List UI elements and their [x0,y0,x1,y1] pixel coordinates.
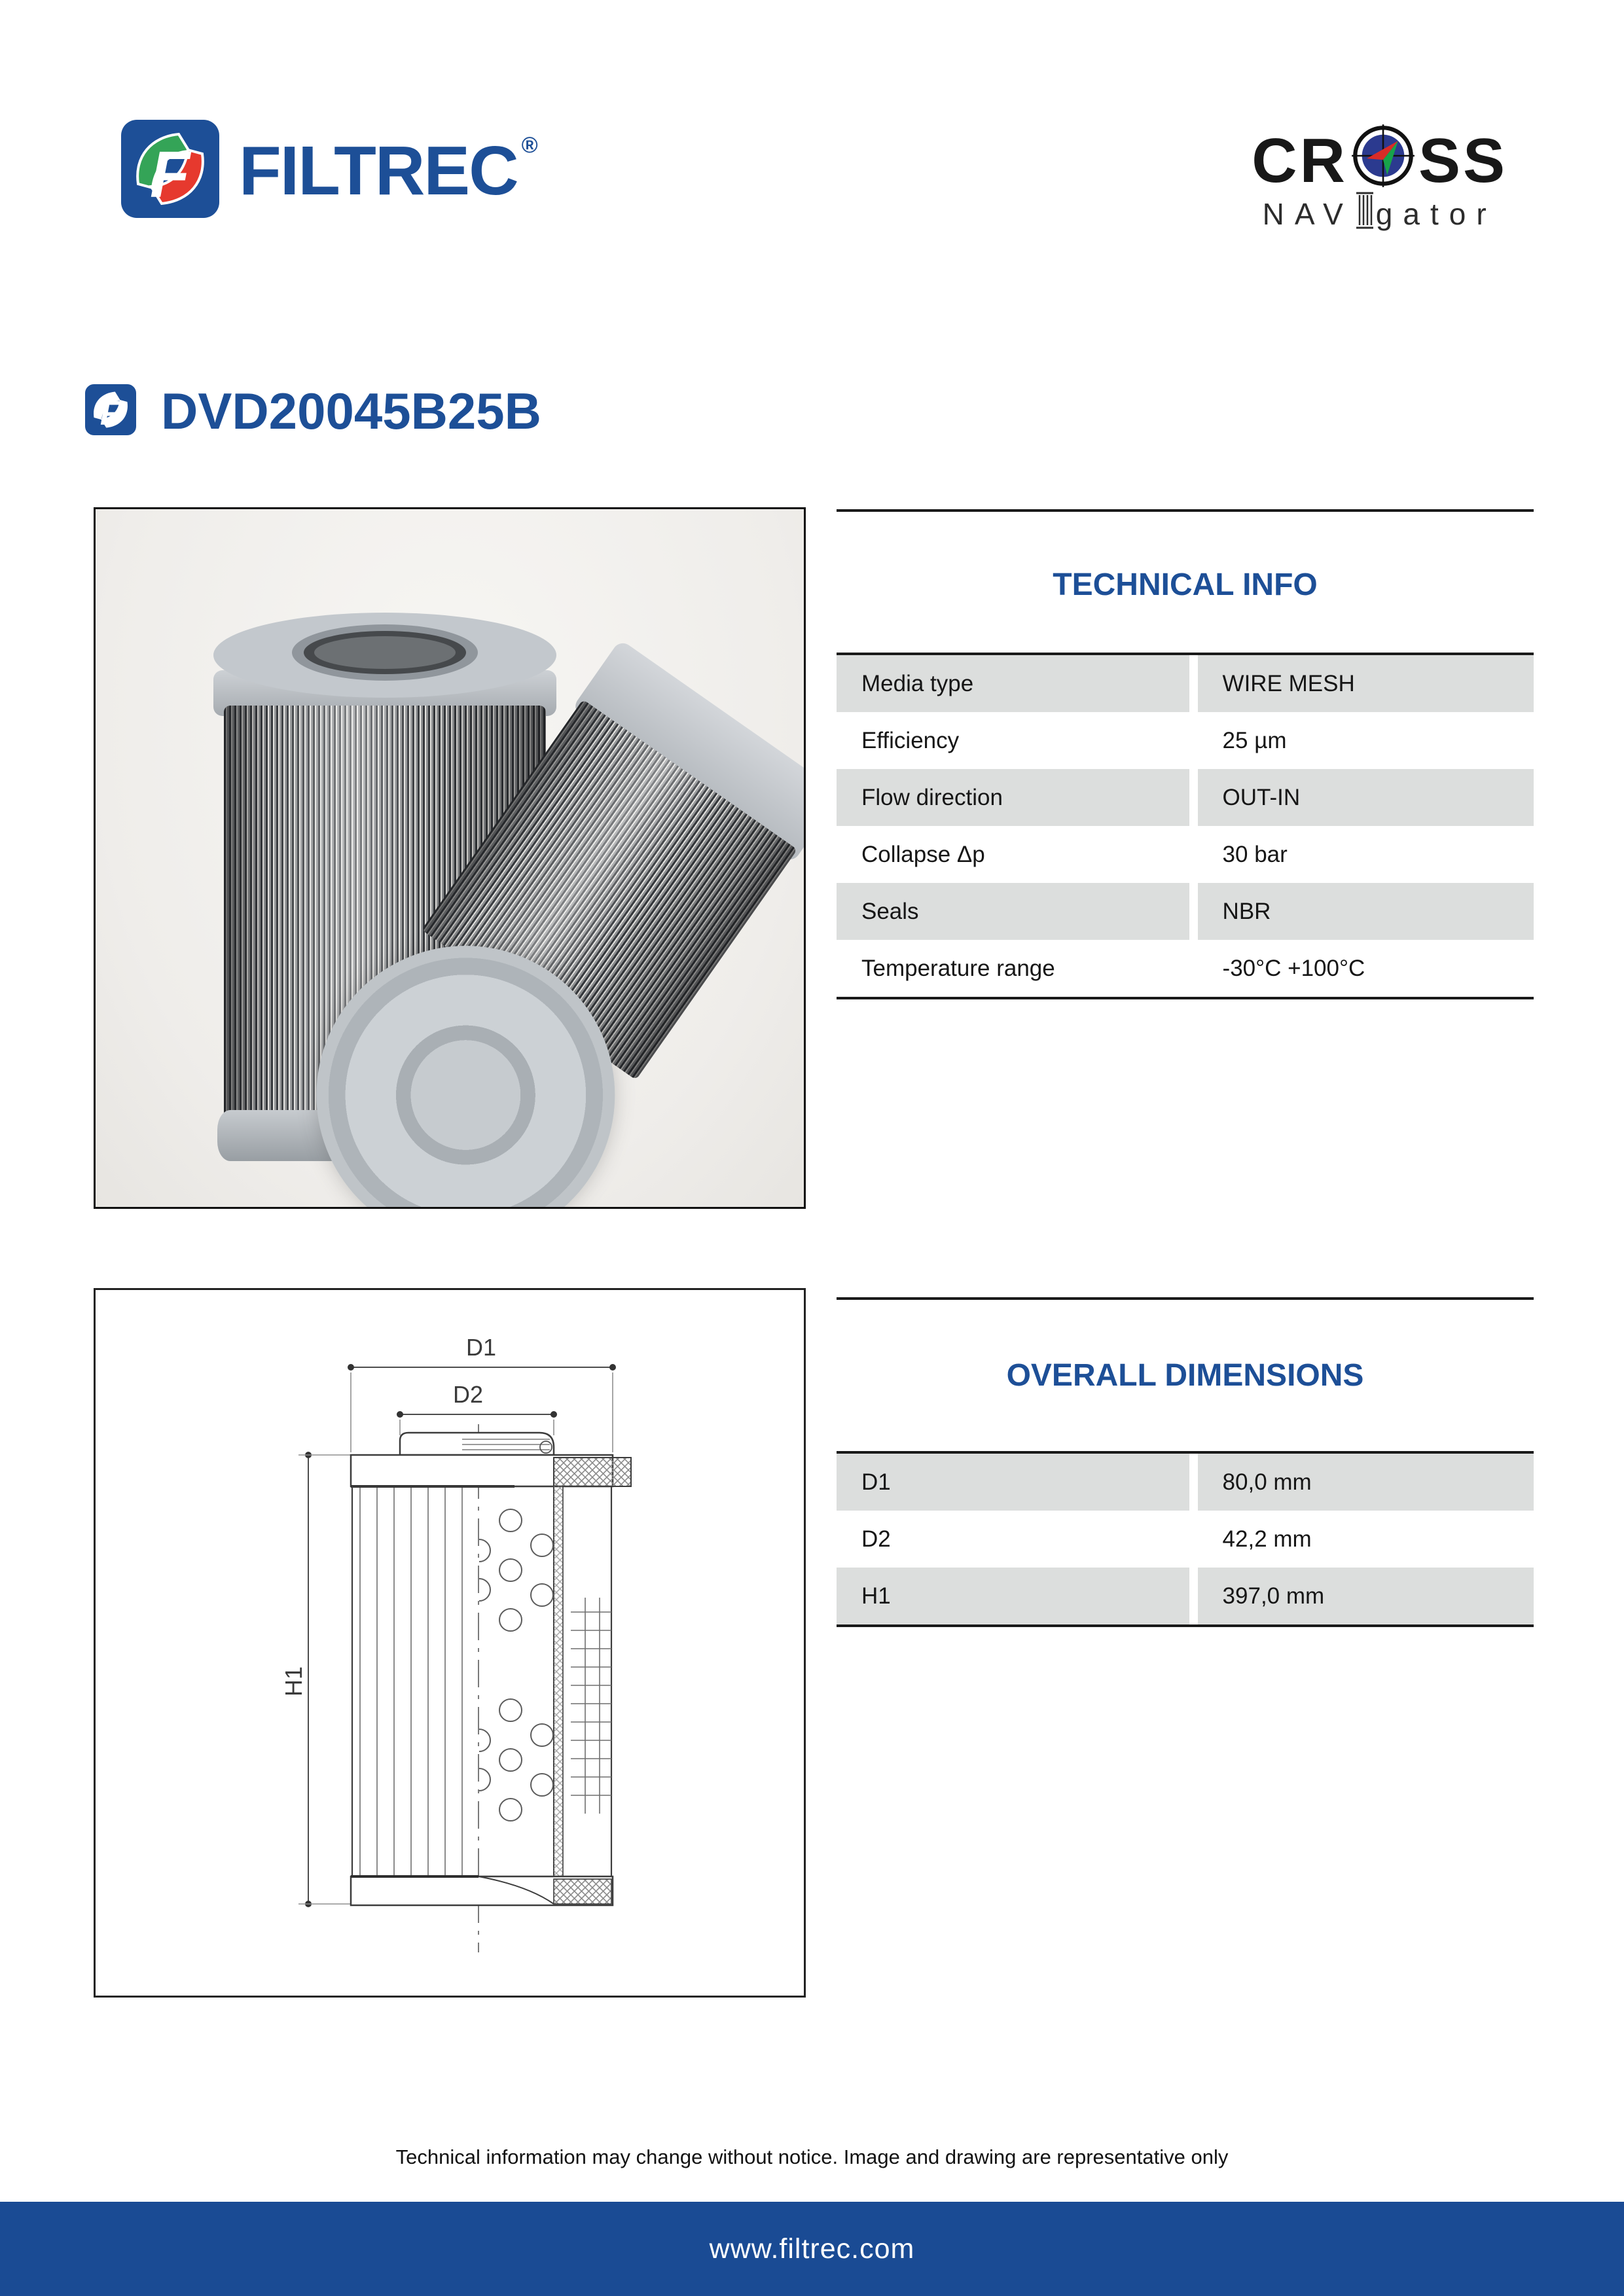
section-divider [837,1297,1534,1300]
table-row [837,769,1534,826]
cross-text-left: CR [1252,126,1348,196]
row-value: 25 µm [1198,712,1534,769]
filter-opening-inner [314,636,456,669]
technical-drawing [94,1288,806,1998]
filtrec-wordmark: FILTREC [239,132,518,209]
row-label: Flow direction [837,769,1189,826]
table-row [837,1454,1534,1511]
table-row [837,883,1534,940]
row-value: 80,0 mm [1198,1454,1534,1511]
svg-text:F: F [150,138,190,211]
registered-trademark: ® [521,133,538,158]
product-code: DVD20045B25B [161,382,542,440]
product-title-row [85,382,541,441]
filtrec-logo [121,120,538,221]
product-photo [94,507,806,1209]
table-row [837,940,1534,997]
website-url: www.filtrec.com [709,2233,915,2265]
svg-text:F: F [99,394,121,433]
cross-navigator-logo [1252,123,1507,238]
section-divider [837,509,1534,512]
cross-text-right: SS [1418,126,1507,196]
drawing-label-d2: D2 [453,1381,484,1408]
row-label: D2 [837,1511,1189,1568]
row-label: D1 [837,1454,1189,1511]
row-value: OUT-IN [1198,769,1534,826]
drawing-label-h1: H1 [280,1666,307,1697]
row-value: NBR [1198,883,1534,940]
overall-dimensions-section [837,1297,1534,1627]
technical-info-title: TECHNICAL INFO [1053,567,1318,602]
row-value: 42,2 mm [1198,1511,1534,1568]
row-label: H1 [837,1568,1189,1624]
overall-dimensions-table [837,1451,1534,1627]
row-value: 30 bar [1198,826,1534,883]
column-icon [1354,190,1376,238]
disclaimer-text: Technical information may change without notice. Image and drawing are representative only [395,2145,1229,2168]
drawing-label-d1: D1 [466,1334,497,1361]
row-label: Media type [837,655,1189,712]
gator-text: gator [1375,196,1497,231]
table-row [837,655,1534,712]
table-row [837,1511,1534,1568]
table-row [837,1568,1534,1624]
footer-bar [0,2202,1624,2296]
filtrec-logo-mark-icon [121,120,219,221]
navigator-wordmark [1252,190,1507,238]
row-value: -30°C +100°C [1198,940,1534,997]
nav-text: NAV [1262,196,1354,231]
table-row [837,826,1534,883]
technical-info-table [837,653,1534,999]
row-label: Collapse Δp [837,826,1189,883]
row-label: Temperature range [837,940,1189,997]
row-label: Seals [837,883,1189,940]
overall-dimensions-title: OVERALL DIMENSIONS [1006,1358,1364,1393]
row-value: WIRE MESH [1198,655,1534,712]
table-row [837,712,1534,769]
cross-compass-icon [1348,123,1418,199]
row-label: Efficiency [837,712,1189,769]
product-code-icon [85,384,136,439]
row-value: 397,0 mm [1198,1568,1534,1624]
cross-wordmark [1252,123,1507,199]
technical-info-section [837,509,1534,999]
